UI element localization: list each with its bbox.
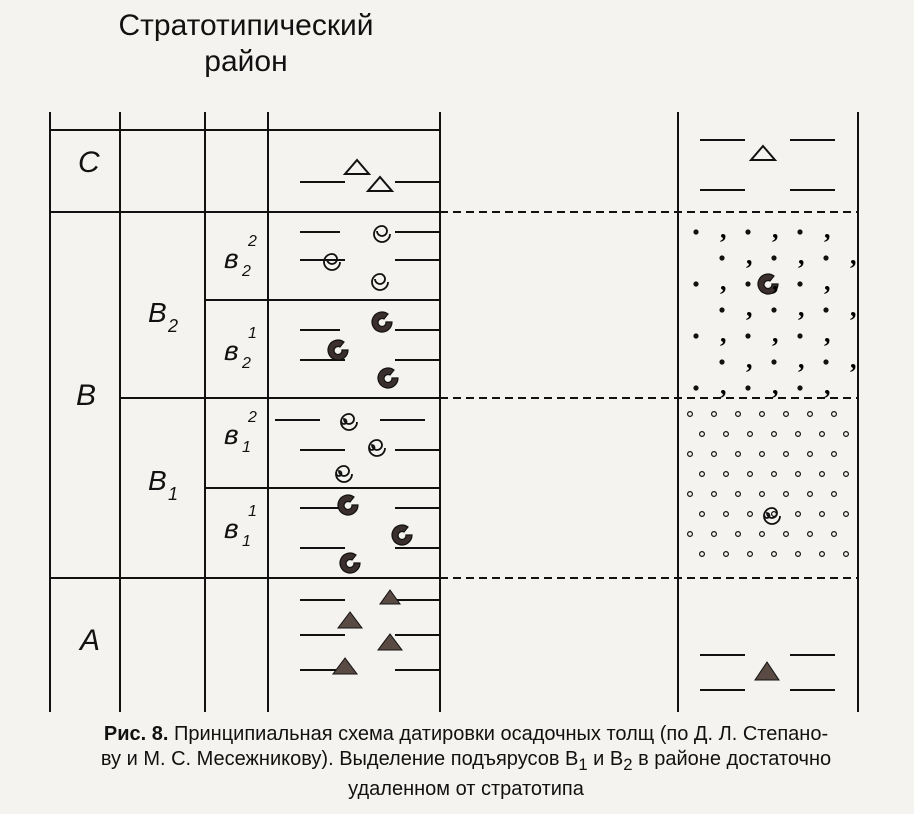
label-v1-1: в [224, 513, 239, 544]
open-triangle-icon [345, 160, 369, 174]
small-circle-mark [832, 532, 837, 537]
small-circle-mark [820, 552, 825, 557]
small-circle-mark [736, 532, 741, 537]
filled-triangle-icon [333, 658, 357, 674]
label-b1-sub: 1 [168, 484, 179, 504]
comma-mark: , [746, 293, 753, 322]
small-circle-mark [832, 492, 837, 497]
open-ammonite-icon [374, 226, 390, 242]
small-circle-mark [736, 492, 741, 497]
label-c: C [78, 146, 100, 179]
dot-mark [823, 307, 828, 312]
small-circle-mark [736, 452, 741, 457]
label-b: B [76, 379, 97, 412]
comma-mark: , [772, 319, 779, 348]
small-circle-mark [796, 552, 801, 557]
dot-mark [745, 385, 750, 390]
dot-mark [693, 333, 698, 338]
small-circle-mark [796, 472, 801, 477]
comma-mark: , [772, 215, 779, 244]
dot-mark [719, 307, 724, 312]
open-ammonite-icon [369, 440, 385, 456]
small-circle-mark [796, 432, 801, 437]
comma-mark: , [720, 267, 727, 296]
label-v2-2-sub: 2 [242, 263, 251, 280]
filled-ammonite-icon [392, 525, 412, 545]
open-triangle-icon [751, 146, 775, 160]
small-circle-mark [748, 472, 753, 477]
dot-mark [693, 281, 698, 286]
small-circle-mark [700, 552, 705, 557]
comma-mark: , [824, 267, 831, 296]
dot-mark [745, 229, 750, 234]
filled-triangle-icon [378, 634, 402, 650]
small-circle-mark [760, 532, 765, 537]
small-circle-mark [724, 472, 729, 477]
filled-ammonite-icon [338, 495, 358, 515]
comma-mark: , [720, 371, 727, 400]
comma-mark: , [850, 345, 857, 374]
small-circle-mark [712, 532, 717, 537]
small-circle-mark [832, 452, 837, 457]
label-v1-2-sup: 2 [248, 409, 257, 426]
small-circle-mark [772, 552, 777, 557]
small-circle-mark [748, 512, 753, 517]
dot-mark [719, 359, 724, 364]
comma-mark: , [746, 241, 753, 270]
comma-mark: , [850, 241, 857, 270]
caption-line-1: Принципиальная схема датировки осадочных толщ (по Д. Л. Степано- [168, 723, 829, 745]
label-v2-2-sup: 2 [248, 233, 257, 250]
caption-line-2b: и B [587, 748, 624, 770]
dot-mark [693, 229, 698, 234]
label-v1-2-sub: 1 [242, 439, 251, 456]
comma-mark: , [798, 293, 805, 322]
comma-mark: , [772, 371, 779, 400]
comma-mark: , [720, 319, 727, 348]
comma-mark: , [824, 371, 831, 400]
small-circle-mark [844, 472, 849, 477]
filled-ammonite-icon [372, 312, 392, 332]
small-circle-mark [760, 452, 765, 457]
small-circle-mark [760, 492, 765, 497]
small-circle-mark [844, 512, 849, 517]
b2-dot-comma-pattern [693, 215, 856, 400]
small-circle-mark [772, 472, 777, 477]
small-circle-mark [832, 412, 837, 417]
small-circle-mark [712, 412, 717, 417]
dot-mark [745, 333, 750, 338]
small-circle-mark [760, 412, 765, 417]
dot-mark [823, 359, 828, 364]
small-circle-mark [844, 552, 849, 557]
label-b2: B [148, 297, 167, 328]
label-v2-1-sup: 1 [248, 325, 257, 342]
filled-triangle-icon [755, 662, 779, 680]
comma-mark: , [746, 345, 753, 374]
small-circle-mark [688, 492, 693, 497]
label-v2-2: в [224, 243, 239, 274]
label-v1-2: в [224, 419, 239, 450]
b1-circle-pattern [688, 412, 849, 557]
filled-ammonite-icon [328, 340, 348, 360]
caption-line-2-sub: 1 [578, 755, 588, 774]
label-v2-1: в [224, 335, 239, 366]
caption-line-2c: в районе достаточно [632, 748, 832, 770]
comma-mark: , [772, 267, 779, 296]
small-circle-mark [844, 432, 849, 437]
filled-triangle-icon [338, 612, 362, 628]
dot-mark [797, 281, 802, 286]
small-circle-mark [712, 452, 717, 457]
filled-triangle-icon [380, 590, 400, 604]
dot-mark [823, 255, 828, 260]
small-circle-mark [724, 552, 729, 557]
small-circle-mark [808, 492, 813, 497]
label-v2-1-sub: 2 [242, 355, 251, 372]
small-circle-mark [784, 452, 789, 457]
dot-mark [719, 255, 724, 260]
open-ammonite-icon [336, 466, 352, 482]
small-circle-mark [688, 532, 693, 537]
small-circle-mark [808, 532, 813, 537]
filled-ammonite-icon [378, 368, 398, 388]
small-circle-mark [808, 412, 813, 417]
small-circle-mark [748, 552, 753, 557]
label-v1-1-sub: 1 [242, 533, 251, 550]
page-title: Стратотипический район [118, 9, 374, 78]
small-circle-mark [736, 412, 741, 417]
small-circle-mark [784, 412, 789, 417]
dot-mark [693, 385, 698, 390]
comma-mark: , [720, 215, 727, 244]
small-circle-mark [712, 492, 717, 497]
caption-figure-number: Рис. 8. [103, 723, 169, 745]
small-circle-mark [748, 432, 753, 437]
dot-mark [797, 385, 802, 390]
dot-mark [745, 281, 750, 286]
small-circle-mark [688, 412, 693, 417]
dot-mark [797, 229, 802, 234]
caption-line-3: удаленном от стратотипа [348, 778, 584, 800]
caption-line-2b-sub: 2 [623, 755, 633, 774]
small-circle-mark [700, 432, 705, 437]
small-circle-mark [784, 532, 789, 537]
dot-mark [797, 333, 802, 338]
small-circle-mark [772, 512, 777, 517]
open-ammonite-icon [372, 274, 388, 290]
label-a: A [80, 624, 101, 657]
dot-mark [771, 307, 776, 312]
label-b1: B [148, 465, 167, 496]
comma-mark: , [850, 293, 857, 322]
dot-mark [771, 359, 776, 364]
small-circle-mark [772, 432, 777, 437]
comma-mark: , [824, 319, 831, 348]
small-circle-mark [724, 432, 729, 437]
label-v1-1-sup: 1 [248, 503, 257, 520]
caption-line-2: ву и М. С. Месежникову). Выделение подъярусов B [100, 748, 579, 770]
comma-mark: , [798, 241, 805, 270]
small-circle-mark [784, 492, 789, 497]
small-circle-mark [700, 512, 705, 517]
small-circle-mark [808, 452, 813, 457]
small-circle-mark [820, 472, 825, 477]
small-circle-mark [688, 452, 693, 457]
small-circle-mark [700, 472, 705, 477]
dot-mark [771, 255, 776, 260]
label-b2-sub: 2 [168, 316, 179, 336]
small-circle-mark [796, 512, 801, 517]
comma-mark: , [824, 215, 831, 244]
open-triangle-icon [368, 177, 392, 191]
figure-caption [36, 722, 896, 802]
comma-mark: , [798, 345, 805, 374]
small-circle-mark [820, 432, 825, 437]
open-ammonite-icon [324, 254, 340, 270]
small-circle-mark [724, 512, 729, 517]
open-ammonite-icon [341, 414, 357, 430]
small-circle-mark [820, 512, 825, 517]
filled-ammonite-icon [340, 553, 360, 573]
